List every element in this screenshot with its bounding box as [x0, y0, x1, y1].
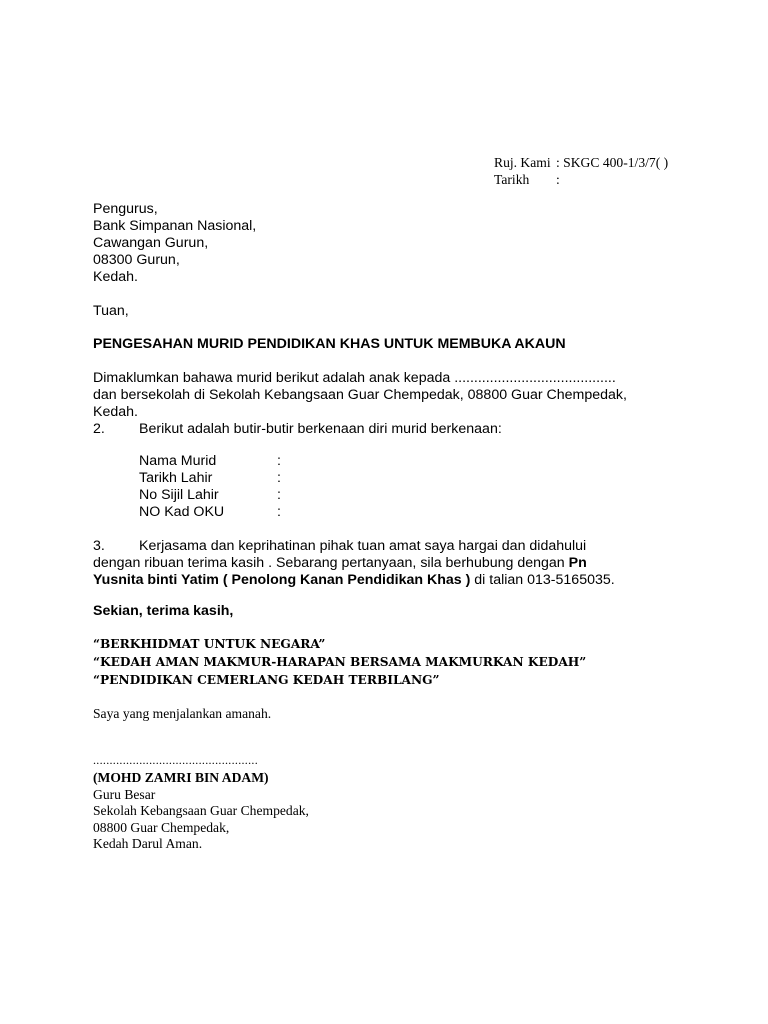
student-details: [139, 453, 281, 521]
paragraph-3-text: dengan ribuan terima kasih . Sebarang pertanyaan, sila berhubung dengan: [93, 555, 569, 571]
detail-label: Tarikh Lahir: [139, 470, 213, 486]
detail-separator: :: [277, 470, 281, 486]
signatory-school: Sekolah Kebangsaan Guar Chempedak,: [93, 803, 309, 818]
paragraph-1-line: Dimaklumkan bahawa murid berikut adalah anak kepada .........................................: [93, 370, 616, 386]
paragraph-3: [93, 538, 615, 589]
contact-phone: di talian 013-5165035.: [470, 572, 615, 588]
recipient-line: Bank Simpanan Nasional,: [93, 218, 257, 234]
detail-row: [139, 453, 281, 470]
detail-label: Nama Murid: [139, 453, 217, 469]
signatory-title: Guru Besar: [93, 786, 156, 802]
detail-row: [139, 504, 281, 521]
tarikh-label: Tarikh: [494, 171, 530, 187]
contact-title: Pn: [568, 555, 587, 571]
contact-name: Yusnita binti Yatim ( Penolong Kanan Pendidikan Khas ): [93, 572, 471, 588]
detail-separator: :: [277, 504, 281, 520]
signatory-block: [93, 770, 309, 853]
amanah-line: Saya yang menjalankan amanah.: [93, 706, 272, 721]
detail-separator: :: [277, 487, 281, 503]
recipient-line: Pengurus,: [93, 201, 158, 217]
motto-line: “KEDAH AMAN MAKMUR-HARAPAN BERSAMA MAKMURKAN KEDAH”: [93, 655, 587, 669]
motto-block: [93, 635, 586, 689]
paragraph-2: [93, 421, 502, 438]
letter-subject: PENGESAHAN MURID PENDIDIKAN KHAS UNTUK MEMBUKA AKAUN: [93, 336, 566, 352]
recipient-line: Cawangan Gurun,: [93, 235, 209, 251]
signatory-address: 08800 Guar Chempedak,: [93, 819, 230, 835]
ruj-value: : SKGC 400-1/3/7( ): [556, 155, 669, 170]
detail-row: [139, 470, 281, 487]
detail-label: No Sijil Lahir: [139, 487, 219, 503]
tarikh-value: :: [556, 171, 560, 187]
detail-row: [139, 487, 281, 504]
motto-line: “PENDIDIKAN CEMERLANG KEDAH TERBILANG”: [93, 673, 440, 687]
signatory-name: (MOHD ZAMRI BIN ADAM): [93, 770, 269, 785]
paragraph-3-text: Kerjasama dan keprihatinan pihak tuan amat saya hargai dan didahului: [139, 538, 587, 554]
detail-label: NO Kad OKU: [139, 504, 225, 520]
reference-block: [494, 155, 668, 188]
recipient-line: 08300 Gurun,: [93, 252, 180, 268]
paragraph-2-text: Berikut adalah butir-butir berkenaan diri murid berkenaan:: [139, 421, 502, 437]
paragraph-1-line: Kedah.: [93, 404, 138, 420]
recipient-address: [93, 201, 256, 286]
signatory-address: Kedah Darul Aman.: [93, 836, 203, 851]
ruj-label: Ruj. Kami: [494, 155, 551, 170]
motto-line: “BERKHIDMAT UNTUK NEGARA”: [93, 637, 326, 651]
recipient-line: Kedah.: [93, 269, 138, 285]
paragraph-3-number: 3.: [93, 538, 105, 554]
signature-line: ..................................................: [93, 753, 258, 767]
salutation: Tuan,: [93, 303, 129, 319]
paragraph-2-number: 2.: [93, 421, 105, 437]
paragraph-1-line: dan bersekolah di Sekolah Kebangsaan Guar Chempedak, 08800 Guar Chempedak,: [93, 387, 627, 403]
paragraph-1: [93, 370, 627, 421]
paragraph-3-line-3: [93, 572, 615, 589]
paragraph-3-line-2: [93, 555, 615, 572]
ruj-row: [494, 155, 668, 172]
closing: Sekian, terima kasih,: [93, 603, 234, 619]
paragraph-3-line-1: [93, 538, 615, 555]
detail-separator: :: [277, 453, 281, 469]
tarikh-row: [494, 172, 668, 189]
